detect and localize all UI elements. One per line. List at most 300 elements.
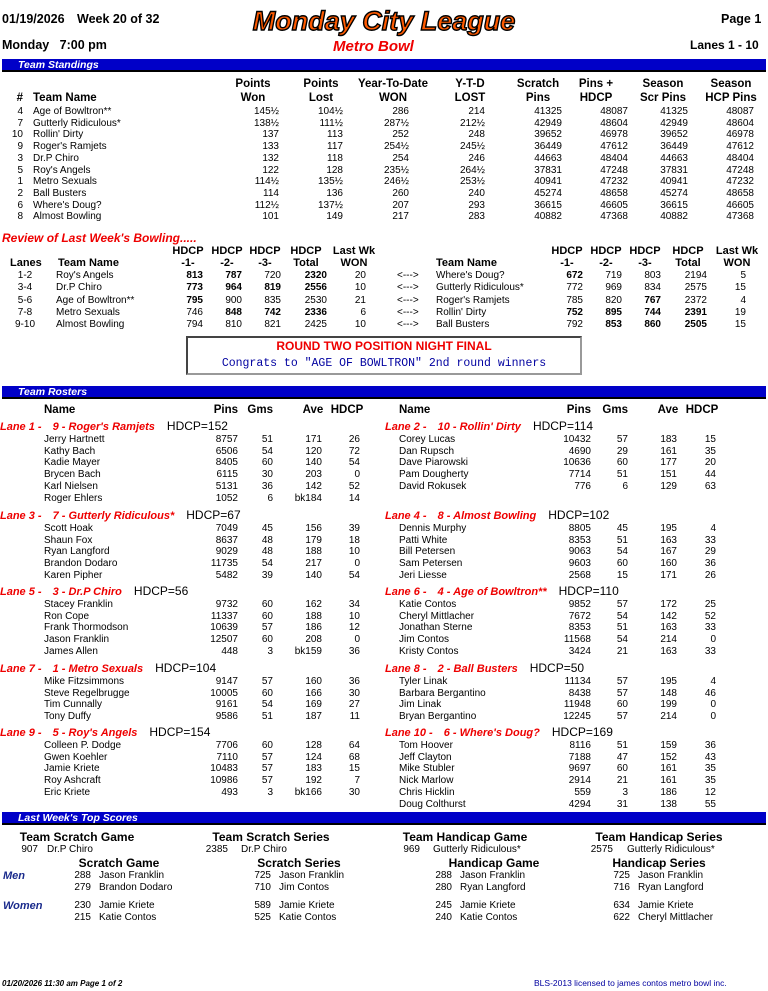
lanes-range: Lanes 1 - 10 (690, 38, 759, 52)
review-score: 2425 (304, 319, 327, 331)
standings-value: 101 (262, 211, 279, 223)
review-head: HDCP (249, 245, 281, 257)
player-name: Katie Contos (399, 599, 457, 610)
review-score: 752 (566, 306, 583, 318)
standings-value: 36615 (660, 199, 688, 211)
player-average: 192 (305, 775, 322, 787)
review-score: 860 (644, 319, 661, 331)
standings-head: # (16, 92, 23, 104)
review-score: 969 (605, 282, 622, 294)
top-bowler: Jamie Kriete (638, 900, 694, 911)
player-name: Bryan Bergantino (399, 711, 477, 723)
player-games: 60 (261, 610, 273, 622)
review-score: 746 (186, 306, 203, 318)
player-games: 57 (261, 676, 273, 687)
team-top-head: Team Scratch Game (19, 830, 135, 844)
player-pins: 8116 (569, 740, 591, 751)
review-score: 2575 (684, 282, 707, 294)
standings-head: HDCP (579, 92, 613, 104)
top-bowler: Katie Contos (99, 912, 157, 923)
player-hdcp: 25 (704, 599, 716, 610)
player-games: 57 (616, 599, 628, 610)
standings-value: 214 (468, 106, 485, 117)
standings-value: 44663 (660, 152, 688, 164)
player-games: 60 (616, 763, 628, 775)
player-games: 57 (616, 711, 628, 723)
player-games: 29 (616, 445, 628, 457)
player-pins: 776 (574, 480, 591, 492)
top-score: 725 (613, 870, 630, 881)
standings-value: 283 (468, 211, 485, 223)
player-name: Jason Franklin (44, 634, 110, 646)
standings-value: 149 (326, 211, 343, 223)
player-games: 31 (616, 798, 628, 810)
player-name: James Allen (44, 645, 98, 657)
standings-value: 207 (392, 199, 409, 211)
standings-team: Roger's Ramjets (33, 141, 107, 153)
review-head: HDCP (551, 245, 583, 257)
review-score: 834 (644, 282, 661, 294)
player-pins: 9147 (215, 676, 238, 687)
team-top-score: 969 (403, 844, 420, 855)
player-name: Mike Fitzsimmons (44, 676, 125, 687)
individual-top-head: Handicap Game (448, 856, 540, 870)
roster-head: Pins (566, 404, 591, 416)
standings-value: 48604 (726, 117, 754, 129)
standings-head: Y-T-D (455, 78, 485, 90)
player-hdcp: 43 (704, 751, 716, 763)
player-average: 199 (660, 699, 677, 711)
player-average: 208 (305, 634, 322, 646)
standings-value: 36615 (534, 199, 562, 211)
standings-value: 235½ (383, 164, 409, 176)
player-pins: 7706 (215, 740, 238, 751)
team-top-head: Team Handicap Series (595, 830, 723, 844)
player-average: 183 (660, 434, 677, 445)
top-bowler: Ryan Langford (638, 882, 704, 893)
standings-value: 47248 (600, 164, 628, 176)
standings-value: 46978 (600, 129, 628, 141)
top-bowler: Jason Franklin (460, 870, 526, 881)
player-pins: 559 (574, 786, 591, 798)
player-hdcp: 46 (704, 687, 716, 699)
player-pins: 5131 (215, 480, 238, 492)
player-name: Scott Hoak (44, 523, 93, 534)
week-label: Week 20 of 32 (77, 12, 160, 26)
player-pins: 1052 (215, 492, 238, 504)
player-name: Tyler Linak (399, 676, 448, 687)
review-team: Ball Busters (436, 319, 490, 331)
top-score: 230 (74, 900, 91, 911)
team-top-team: Gutterly Ridiculous* (433, 844, 521, 855)
lane-header: Lane 6 - 4 - Age of Bowltron** HDCP=110 (385, 584, 619, 598)
standings-rank: 4 (17, 106, 23, 117)
standings-rank: 3 (17, 152, 23, 164)
standings-value: 47232 (600, 176, 628, 188)
player-name: Patti White (399, 534, 448, 546)
player-pins: 9603 (568, 558, 591, 570)
player-pins: 9852 (568, 599, 591, 610)
player-hdcp: 33 (704, 534, 716, 546)
standings-head: LOST (454, 92, 486, 104)
standings-value: 47368 (600, 211, 628, 223)
page-number: Page 1 (721, 12, 762, 26)
standings-team: Dr.P Chiro (33, 152, 79, 164)
player-games: 57 (616, 676, 628, 687)
player-hdcp: 55 (704, 798, 716, 810)
player-games: 21 (616, 645, 628, 657)
player-pins: 9029 (215, 546, 238, 558)
standings-value: 137½ (317, 199, 343, 211)
standings-value: 37831 (534, 164, 562, 176)
player-hdcp: 7 (354, 775, 360, 787)
player-average: 163 (660, 534, 677, 546)
player-hdcp: 72 (348, 445, 360, 457)
review-head: -3- (258, 257, 272, 269)
review-head: HDCP (590, 245, 622, 257)
player-average: 179 (305, 534, 322, 546)
standings-value: 248 (468, 129, 485, 141)
player-name: Karen Pipher (44, 569, 103, 581)
player-average: 138 (660, 798, 677, 810)
review-score: 672 (566, 270, 583, 281)
review-head: WON (340, 257, 368, 269)
standings-value: 42949 (534, 117, 562, 129)
review-score: 772 (566, 282, 583, 294)
player-pins: 448 (221, 645, 238, 657)
standings-team: Metro Sexuals (33, 176, 97, 188)
review-head: -2- (599, 257, 613, 269)
standings-value: 104½ (317, 106, 343, 117)
review-score: 720 (264, 270, 281, 281)
review-score: 2391 (684, 306, 707, 318)
standings-value: 246½ (383, 176, 409, 188)
player-pins: 9732 (215, 599, 238, 610)
standings-head: WON (378, 92, 408, 104)
player-pins: 12245 (563, 711, 591, 723)
standings-value: 48087 (600, 106, 628, 117)
standings-value: 254 (392, 152, 409, 164)
player-name: Gwen Koehler (44, 751, 108, 763)
player-pins: 9063 (568, 546, 591, 558)
player-pins: 7188 (568, 751, 591, 763)
player-average: 142 (305, 480, 322, 492)
player-hdcp: 15 (348, 763, 360, 775)
review-score: 6 (360, 306, 366, 318)
player-name: Nick Marlow (399, 775, 454, 787)
standings-value: 40941 (660, 176, 688, 188)
review-score: 2530 (304, 294, 327, 306)
standings-value: 41325 (534, 106, 562, 117)
lane-header: Lane 9 - 5 - Roy's Angels HDCP=154 (0, 725, 211, 739)
standings-head: Scr Pins (639, 92, 687, 104)
player-name: Dan Rupsch (399, 445, 455, 457)
women-label: Women (3, 900, 43, 912)
player-games: 47 (616, 751, 628, 763)
player-hdcp: 36 (704, 558, 716, 570)
top-score: 279 (74, 882, 91, 893)
review-score: 813 (186, 270, 203, 281)
top-bowler: Jason Franklin (279, 870, 345, 881)
day-time: Monday 7:00 pm (2, 38, 107, 52)
player-pins: 8637 (215, 534, 238, 546)
standings-head: Season (710, 78, 752, 90)
player-pins: 10639 (210, 622, 238, 634)
standings-value: 47232 (726, 176, 754, 188)
player-average: 156 (305, 523, 322, 534)
review-team: Dr.P Chiro (56, 282, 102, 294)
player-name: Jim Linak (399, 699, 442, 711)
player-pins: 8805 (568, 523, 591, 534)
standings-team: Age of Bowltron** (33, 106, 112, 117)
player-name: Doug Colthurst (399, 798, 466, 810)
review-score: 2556 (304, 282, 327, 294)
review-score: 2372 (684, 294, 707, 306)
player-average: 152 (660, 751, 677, 763)
top-score: 288 (435, 870, 452, 881)
player-hdcp: 36 (704, 740, 716, 751)
review-team: Roy's Angels (56, 270, 114, 281)
player-hdcp: 4 (710, 676, 716, 687)
standings-rank: 7 (17, 117, 23, 129)
standings-head: Won (240, 92, 266, 104)
standings-value: 114½ (254, 176, 279, 188)
player-name: Barbara Bergantino (399, 687, 486, 699)
top-bowler: Jason Franklin (99, 870, 165, 881)
player-name: Tom Hoover (399, 740, 453, 751)
player-average: 124 (305, 751, 322, 763)
player-hdcp: 14 (348, 492, 360, 504)
standings-head: Year-To-Date (357, 78, 429, 90)
player-games: 57 (261, 751, 273, 763)
review-head: Last Wk (332, 245, 376, 257)
player-name: Chris Hicklin (399, 786, 455, 798)
player-hdcp: 0 (710, 711, 716, 723)
player-average: 160 (660, 558, 677, 570)
player-games: 48 (261, 546, 273, 558)
standings-value: 47612 (726, 141, 754, 153)
lane-header: Lane 2 - 10 - Rollin' Dirty HDCP=114 (385, 419, 594, 433)
player-average: 163 (660, 622, 677, 634)
player-average: 161 (660, 763, 677, 775)
player-average: 161 (660, 775, 677, 787)
review-score: 15 (734, 319, 746, 331)
player-games: 57 (261, 775, 273, 787)
top-score: 622 (613, 912, 630, 923)
player-pins: 2568 (568, 569, 591, 581)
review-team: Age of Bowltron** (56, 294, 135, 306)
player-hdcp: 36 (348, 645, 360, 657)
standings-value: 240 (468, 187, 485, 199)
standings-bar: Team Standings (2, 59, 766, 72)
standings-value: 48087 (726, 106, 754, 117)
player-games: 60 (261, 599, 273, 610)
top-bowler: Katie Contos (460, 912, 518, 923)
player-hdcp: 10 (348, 610, 360, 622)
standings-value: 48658 (600, 187, 628, 199)
review-head: Total (675, 257, 701, 269)
standings-head: Team Name (33, 92, 97, 104)
player-pins: 11948 (563, 699, 591, 711)
player-hdcp: 10 (348, 546, 360, 558)
standings-value: 48404 (600, 152, 628, 164)
player-name: Pam Dougherty (399, 469, 469, 481)
player-name: Kadie Mayer (44, 457, 101, 469)
player-average: 142 (660, 610, 677, 622)
review-score: 719 (605, 270, 622, 281)
review-head: HDCP (290, 245, 322, 257)
player-pins: 11568 (563, 634, 591, 646)
review-arrow: <---> (397, 282, 419, 294)
player-average: 188 (305, 546, 322, 558)
player-average: bk159 (294, 645, 322, 657)
standings-rank: 2 (17, 187, 23, 199)
player-hdcp: 29 (704, 546, 716, 558)
player-average: 171 (660, 569, 677, 581)
standings-value: 217 (392, 211, 409, 223)
individual-top-head: Handicap Series (612, 856, 706, 870)
player-pins: 8353 (568, 534, 591, 546)
review-score: 2194 (684, 270, 707, 281)
player-games: 51 (616, 534, 628, 546)
player-games: 6 (267, 492, 273, 504)
review-score: 810 (225, 319, 242, 331)
player-games: 60 (261, 687, 273, 699)
review-head: Total (293, 257, 319, 269)
player-hdcp: 0 (710, 699, 716, 711)
player-games: 39 (261, 569, 273, 581)
player-average: 160 (305, 676, 322, 687)
player-games: 54 (261, 558, 273, 570)
standings-value: 47368 (726, 211, 754, 223)
standings-value: 39652 (534, 129, 562, 141)
player-pins: 5482 (215, 569, 238, 581)
team-top-score: 2575 (590, 844, 613, 855)
standings-value: 41325 (660, 106, 688, 117)
player-hdcp: 15 (704, 434, 716, 445)
player-average: 171 (305, 434, 322, 445)
standings-value: 111½ (319, 117, 343, 129)
standings-rank: 8 (17, 211, 23, 223)
player-name: Jim Contos (399, 634, 450, 646)
top-bowler: Jamie Kriete (99, 900, 155, 911)
standings-value: 112½ (254, 199, 279, 211)
player-pins: 11735 (210, 558, 238, 570)
player-average: 214 (660, 711, 677, 723)
player-hdcp: 30 (348, 786, 360, 798)
review-score: 2505 (684, 319, 707, 331)
review-head: Last Wk (715, 245, 759, 257)
standings-value: 44663 (534, 152, 562, 164)
player-hdcp: 18 (348, 534, 360, 546)
player-pins: 9161 (215, 699, 238, 711)
player-average: 163 (660, 645, 677, 657)
player-games: 3 (267, 645, 273, 657)
player-average: 186 (305, 622, 322, 634)
top-score: 589 (254, 900, 271, 911)
roster-head: HDCP (330, 404, 364, 416)
league-title: Monday City League (252, 6, 516, 36)
report-date: 01/19/2026 (2, 12, 65, 26)
review-team: Roger's Ramjets (436, 294, 510, 306)
standings-value: 117 (327, 141, 343, 153)
review-score: 835 (264, 294, 281, 306)
top-bowler: Ryan Langford (460, 882, 526, 893)
review-head: HDCP (172, 245, 204, 257)
lane-header: Lane 7 - 1 - Metro Sexuals HDCP=104 (0, 661, 217, 675)
standings-value: 114 (263, 187, 279, 199)
player-games: 51 (616, 740, 628, 751)
player-average: 203 (305, 469, 322, 481)
footer-license: BLS-2013 licensed to james contos metro bowl inc. (534, 978, 727, 988)
review-score: 21 (354, 294, 366, 306)
player-hdcp: 33 (704, 622, 716, 634)
review-lanes: 7-8 (17, 306, 33, 318)
standings-value: 47612 (600, 141, 628, 153)
review-score: 10 (354, 319, 366, 331)
player-pins: 7049 (215, 523, 238, 534)
standings-value: 145½ (253, 106, 279, 117)
standings-rank: 6 (17, 199, 23, 211)
player-games: 45 (261, 523, 273, 534)
player-pins: 8757 (215, 434, 238, 445)
review-score: 895 (605, 306, 622, 318)
player-name: Colleen P. Dodge (44, 740, 122, 751)
player-average: 120 (305, 445, 322, 457)
standings-value: 113 (327, 129, 343, 141)
player-name: Jonathan Sterne (399, 622, 473, 634)
player-name: Sam Petersen (399, 558, 463, 570)
player-name: Mike Stubler (399, 763, 455, 775)
player-name: Cheryl Mittlacher (399, 610, 475, 622)
review-score: 795 (186, 294, 203, 306)
lane-header: Lane 1 - 9 - Roger's Ramjets HDCP=152 (0, 419, 228, 433)
player-pins: 10636 (563, 457, 591, 469)
player-hdcp: 26 (704, 569, 716, 581)
player-hdcp: 35 (704, 445, 716, 457)
player-name: Brandon Dodaro (44, 558, 118, 570)
player-average: 148 (660, 687, 677, 699)
standings-value: 42949 (660, 117, 688, 129)
league-logo (236, 2, 532, 38)
player-hdcp: 12 (348, 622, 360, 634)
team-top-score: 2385 (205, 844, 228, 855)
player-name: Roger Ehlers (44, 492, 103, 504)
review-score: 10 (354, 282, 366, 294)
standings-team: Rollin' Dirty (33, 129, 84, 141)
player-games: 60 (616, 699, 628, 711)
player-average: 166 (305, 687, 322, 699)
review-score: 785 (566, 294, 583, 306)
player-name: Jeri Liesse (399, 569, 447, 581)
player-hdcp: 0 (710, 634, 716, 646)
player-hdcp: 35 (704, 775, 716, 787)
player-average: 186 (660, 786, 677, 798)
player-pins: 10986 (210, 775, 238, 787)
review-team: Gutterly Ridiculous* (436, 282, 524, 294)
player-games: 54 (261, 445, 273, 457)
standings-value: 39652 (660, 129, 688, 141)
standings-value: 286 (392, 106, 409, 117)
standings-head: Points (235, 78, 271, 90)
standings-rank: 10 (11, 129, 23, 141)
player-hdcp: 11 (349, 711, 360, 723)
review-lanes: 1-2 (17, 270, 33, 281)
player-games: 57 (261, 622, 273, 634)
review-lanes: 5-6 (17, 294, 33, 306)
player-games: 54 (616, 546, 628, 558)
review-score: 964 (225, 282, 242, 294)
